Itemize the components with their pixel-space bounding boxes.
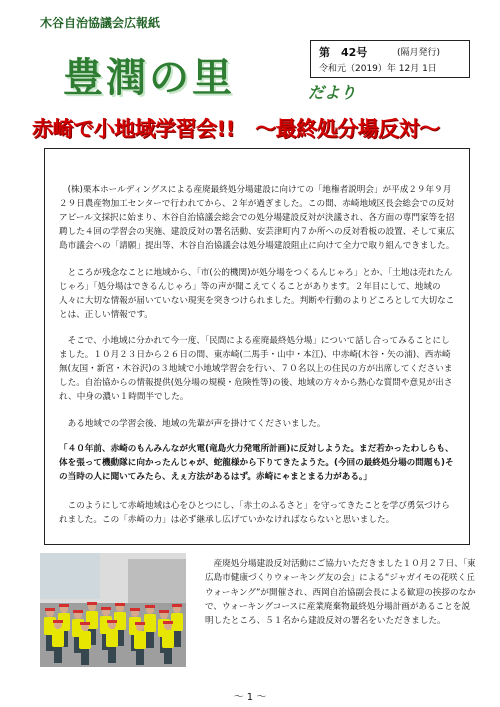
issue-frequency: (隔月発行) bbox=[397, 48, 441, 58]
photo-caption: 産廃処分場建設反対活動にご協力いただきました１０月２７日、「東広島市健康づくりウォーキング友の会」による“ジャガイモの花咲く丘ウォーキング”が開催され、西岡自治協副会長による歓迎の挨拶のなかで、ウォーキングコースに産業廃棄物最終処分場計画があることを説明したところ、５１名から建設反対の署名をいただきました。 bbox=[205, 559, 476, 627]
elder-quote: 「４０年前、赤崎のもんみんなが火電(竜島火力発電所計画)に反対しようた。まだ若かったわしらも、体を張って機動隊に向かったんじゃが、蛇龍様から下りてきたようた。(今回の最終処分場の問題も)その当時の人に聞いてみたら、えぇ方法があるはず。赤崎にゃまとまる力がある。」 bbox=[59, 444, 454, 482]
issue-date: 令和元（2019）年 12月 1日 bbox=[319, 64, 437, 74]
publisher-name: 木谷自治協議会広報紙 bbox=[40, 16, 161, 30]
article-box bbox=[44, 148, 470, 545]
article-closing: このようにして赤崎地域は心をひとつにし、「赤土のふるさと」を守ってきたことを学び勇気づけられました。この「赤崎の力」は必ず継承し広げていかなければならないと思いました。 bbox=[59, 501, 450, 525]
group-illustration bbox=[40, 553, 186, 667]
article-paragraph: そこで、小地域に分かれて今一度、「民間による産廃最終処分場」について話し合ってみることにしました。１０月２３日から２６日の間、東赤崎(二馬手・山中・本江)、中赤崎(木谷・矢の浦)、西赤崎無(友国・新宮・木谷沢)の３地域で小地域学習会を行い、７０名以上の住民の方が出席してくださいました。自治協からの情報提供(処分場の規模・危険性等)の後、地域の方々から熱心な質問や意見が出され、中身の濃い１時間半でした。 bbox=[59, 336, 453, 402]
masthead-title: 豊潤の里 bbox=[63, 54, 235, 101]
headline: 赤崎で小地域学習会!! ～最終処分場反対～ bbox=[32, 117, 440, 141]
article-paragraph: (株)栗本ホールディングスによる産廃最終処分場建設に向けての「地権者説明会」が平成２９年９月２９日農産物加工センターで行われてから、２年が過ぎました。この間、赤崎地域区長会総会での反対アピール文採択に始まり、木谷自治協議会総会での処分場建設反対が決議され、各方面の専門家等を招聘した４回の学習会の実施、建設反対の署名活動、安芸津町内７か所への反対看板の設置、そして東広島市議会への「請願」提出等、木谷自治協議会は処分場建設阻止に向けて全力で取り組んできました。 bbox=[59, 185, 455, 251]
walking-group-photo bbox=[40, 553, 186, 667]
masthead-subtitle: だより bbox=[308, 83, 357, 102]
page-number: ～ 1 ～ bbox=[233, 692, 267, 703]
article-paragraph: ある地域での学習会後、地域の先輩が声を掛けてくださいました。 bbox=[67, 419, 326, 429]
issue-number: 第 42号 bbox=[319, 46, 368, 59]
article-paragraph: ところが残念なことに地域から、「市(公的機関)が処分場をつくるんじゃろ」とか、「土地は売れたんじゃろ」「処分場はできるんじゃろ」等の声が聞こえてくることがあります。２年目にして、地域の人々に大切な情報が届いていない現実を突きつけられました。判断や行動のよりどころとして大切なことは、正しい情報です。 bbox=[59, 268, 455, 320]
issue-info-box bbox=[310, 40, 470, 78]
